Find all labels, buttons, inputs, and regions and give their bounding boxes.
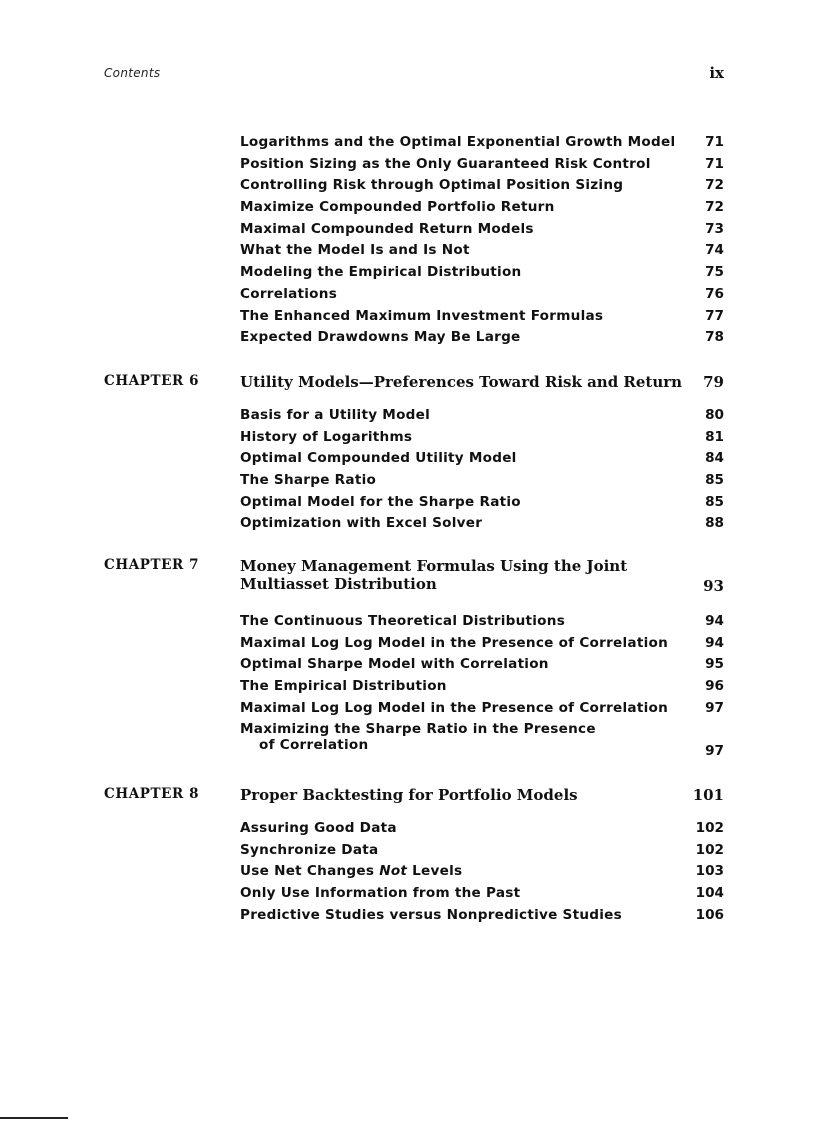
entry-page: 73 (705, 220, 724, 237)
entry-title: Expected Drawdowns May Be Large (240, 329, 521, 346)
entry-title: Maximal Compounded Return Models (240, 220, 534, 237)
toc-entry[interactable] (240, 156, 724, 178)
entry-title (240, 721, 596, 753)
entry-title: Maximal Log Log Model in the Presence of Correlation (240, 699, 669, 716)
entry-title-line-1: Maximizing the Sharpe Ratio in the Presence (240, 721, 596, 738)
entry-page: 72 (705, 199, 724, 216)
toc-entry[interactable] (240, 721, 724, 764)
footer-rule (0, 1117, 68, 1119)
chapter-6 (0, 373, 816, 407)
entry-page: 96 (705, 678, 724, 695)
toc-entry[interactable] (240, 308, 724, 330)
chapter-page: 79 (703, 372, 724, 391)
entry-title: Position Sizing as the Only Guaranteed Risk Control (240, 155, 651, 172)
toc-entry[interactable] (240, 656, 724, 678)
section-list-chapter-7 (0, 613, 816, 765)
entry-title: What the Model Is and Is Not (240, 242, 470, 259)
entry-title: Predictive Studies versus Nonpredictive Studies (240, 906, 622, 923)
entry-title: Basis for a Utility Model (240, 406, 431, 423)
entry-page: 75 (705, 264, 724, 281)
entry-title: The Enhanced Maximum Investment Formulas (240, 307, 604, 324)
toc-entry[interactable] (240, 264, 724, 286)
toc-entry[interactable] (240, 635, 724, 657)
page-number: ix (709, 64, 724, 82)
entry-page: 88 (705, 515, 724, 532)
entry-title: The Empirical Distribution (240, 678, 447, 695)
toc-entry[interactable] (240, 515, 724, 537)
entry-page: 97 (705, 743, 724, 760)
section-list-chapter-8 (0, 820, 816, 928)
entry-title: Maximize Compounded Portfolio Return (240, 199, 555, 216)
entry-title: Assuring Good Data (240, 819, 397, 836)
entry-title: The Sharpe Ratio (240, 471, 377, 488)
entry-title: Optimal Model for the Sharpe Ratio (240, 493, 521, 510)
entry-page: 72 (705, 177, 724, 194)
entry-page: 106 (695, 906, 724, 923)
entry-title: Optimization with Excel Solver (240, 515, 483, 532)
entry-page: 94 (705, 634, 724, 651)
entry-title-part: Levels (407, 863, 463, 880)
entry-page: 71 (705, 134, 724, 150)
entry-page: 102 (695, 841, 724, 858)
entry-page: 81 (705, 428, 724, 445)
toc-entry[interactable] (240, 199, 724, 221)
entry-page: 94 (705, 613, 724, 629)
entry-page: 85 (705, 471, 724, 488)
section-list-intro (0, 134, 816, 351)
entry-page: 80 (705, 406, 724, 423)
table-of-contents (0, 134, 816, 928)
entry-title: Modeling the Empirical Distribution (240, 264, 522, 281)
entry-title: Controlling Risk through Optimal Position Sizing (240, 177, 624, 194)
toc-entry[interactable] (240, 286, 724, 308)
toc-entry[interactable] (240, 472, 724, 494)
chapter-7 (0, 557, 816, 613)
toc-entry[interactable] (240, 429, 724, 451)
entry-title (240, 863, 462, 879)
toc-entry[interactable] (240, 407, 724, 429)
chapter-page: 101 (692, 785, 724, 804)
toc-entry[interactable] (240, 863, 724, 885)
toc-entry[interactable] (240, 885, 724, 907)
entry-page: 102 (695, 819, 724, 836)
toc-entry[interactable] (240, 494, 724, 516)
entry-page: 78 (705, 329, 724, 346)
toc-entry[interactable] (240, 177, 724, 199)
entry-title: Optimal Sharpe Model with Correlation (240, 656, 549, 673)
toc-entry[interactable] (240, 907, 724, 929)
chapter-title-line-2: Multiasset Distribution (240, 575, 437, 593)
chapter-title[interactable]: Utility Models—Preferences Toward Risk and Return (240, 372, 683, 391)
toc-entry[interactable] (240, 842, 724, 864)
chapter-title-line-1: Money Management Formulas Using the Joint (240, 557, 628, 575)
running-head-title: Contents (104, 66, 161, 80)
entry-page: 84 (705, 450, 724, 467)
entry-page: 71 (705, 155, 724, 172)
chapter-8 (0, 786, 816, 820)
toc-entry[interactable] (240, 329, 724, 351)
toc-entry[interactable] (240, 678, 724, 700)
toc-entry[interactable] (240, 450, 724, 472)
entry-title: History of Logarithms (240, 428, 413, 445)
entry-title-line-2: of Correlation (259, 737, 369, 754)
chapter-title[interactable] (240, 557, 627, 593)
entry-title: Correlations (240, 285, 338, 302)
entry-page: 77 (705, 307, 724, 324)
chapter-label: CHAPTER 8 (104, 785, 200, 802)
entry-title-part: Use Net Changes (240, 863, 380, 880)
chapter-title[interactable]: Proper Backtesting for Portfolio Models (240, 785, 578, 804)
chapter-label: CHAPTER 7 (104, 557, 200, 573)
toc-entry[interactable] (240, 700, 724, 722)
section-list-chapter-6 (0, 407, 816, 537)
entry-title: Synchronize Data (240, 841, 379, 858)
entry-title: Only Use Information from the Past (240, 884, 521, 901)
entry-page: 76 (705, 285, 724, 302)
running-head (104, 66, 724, 84)
toc-entry[interactable] (240, 221, 724, 243)
toc-entry[interactable] (240, 242, 724, 264)
entry-page: 95 (705, 656, 724, 673)
entry-title: Logarithms and the Optimal Exponential Growth Model (240, 134, 676, 150)
chapter-page: 93 (703, 577, 724, 595)
entry-page: 85 (705, 493, 724, 510)
entry-page: 74 (705, 242, 724, 259)
entry-page: 103 (695, 863, 724, 880)
entry-title: The Continuous Theoretical Distributions (240, 613, 566, 629)
entry-page: 97 (705, 699, 724, 716)
entry-page: 104 (695, 884, 724, 901)
entry-title: Maximal Log Log Model in the Presence of Correlation (240, 634, 669, 651)
toc-entry[interactable] (240, 613, 724, 635)
chapter-label: CHAPTER 6 (104, 372, 200, 389)
entry-title-emphasis: Not (379, 863, 408, 880)
toc-entry[interactable] (240, 134, 724, 156)
toc-entry[interactable] (240, 820, 724, 842)
entry-title: Optimal Compounded Utility Model (240, 450, 517, 467)
